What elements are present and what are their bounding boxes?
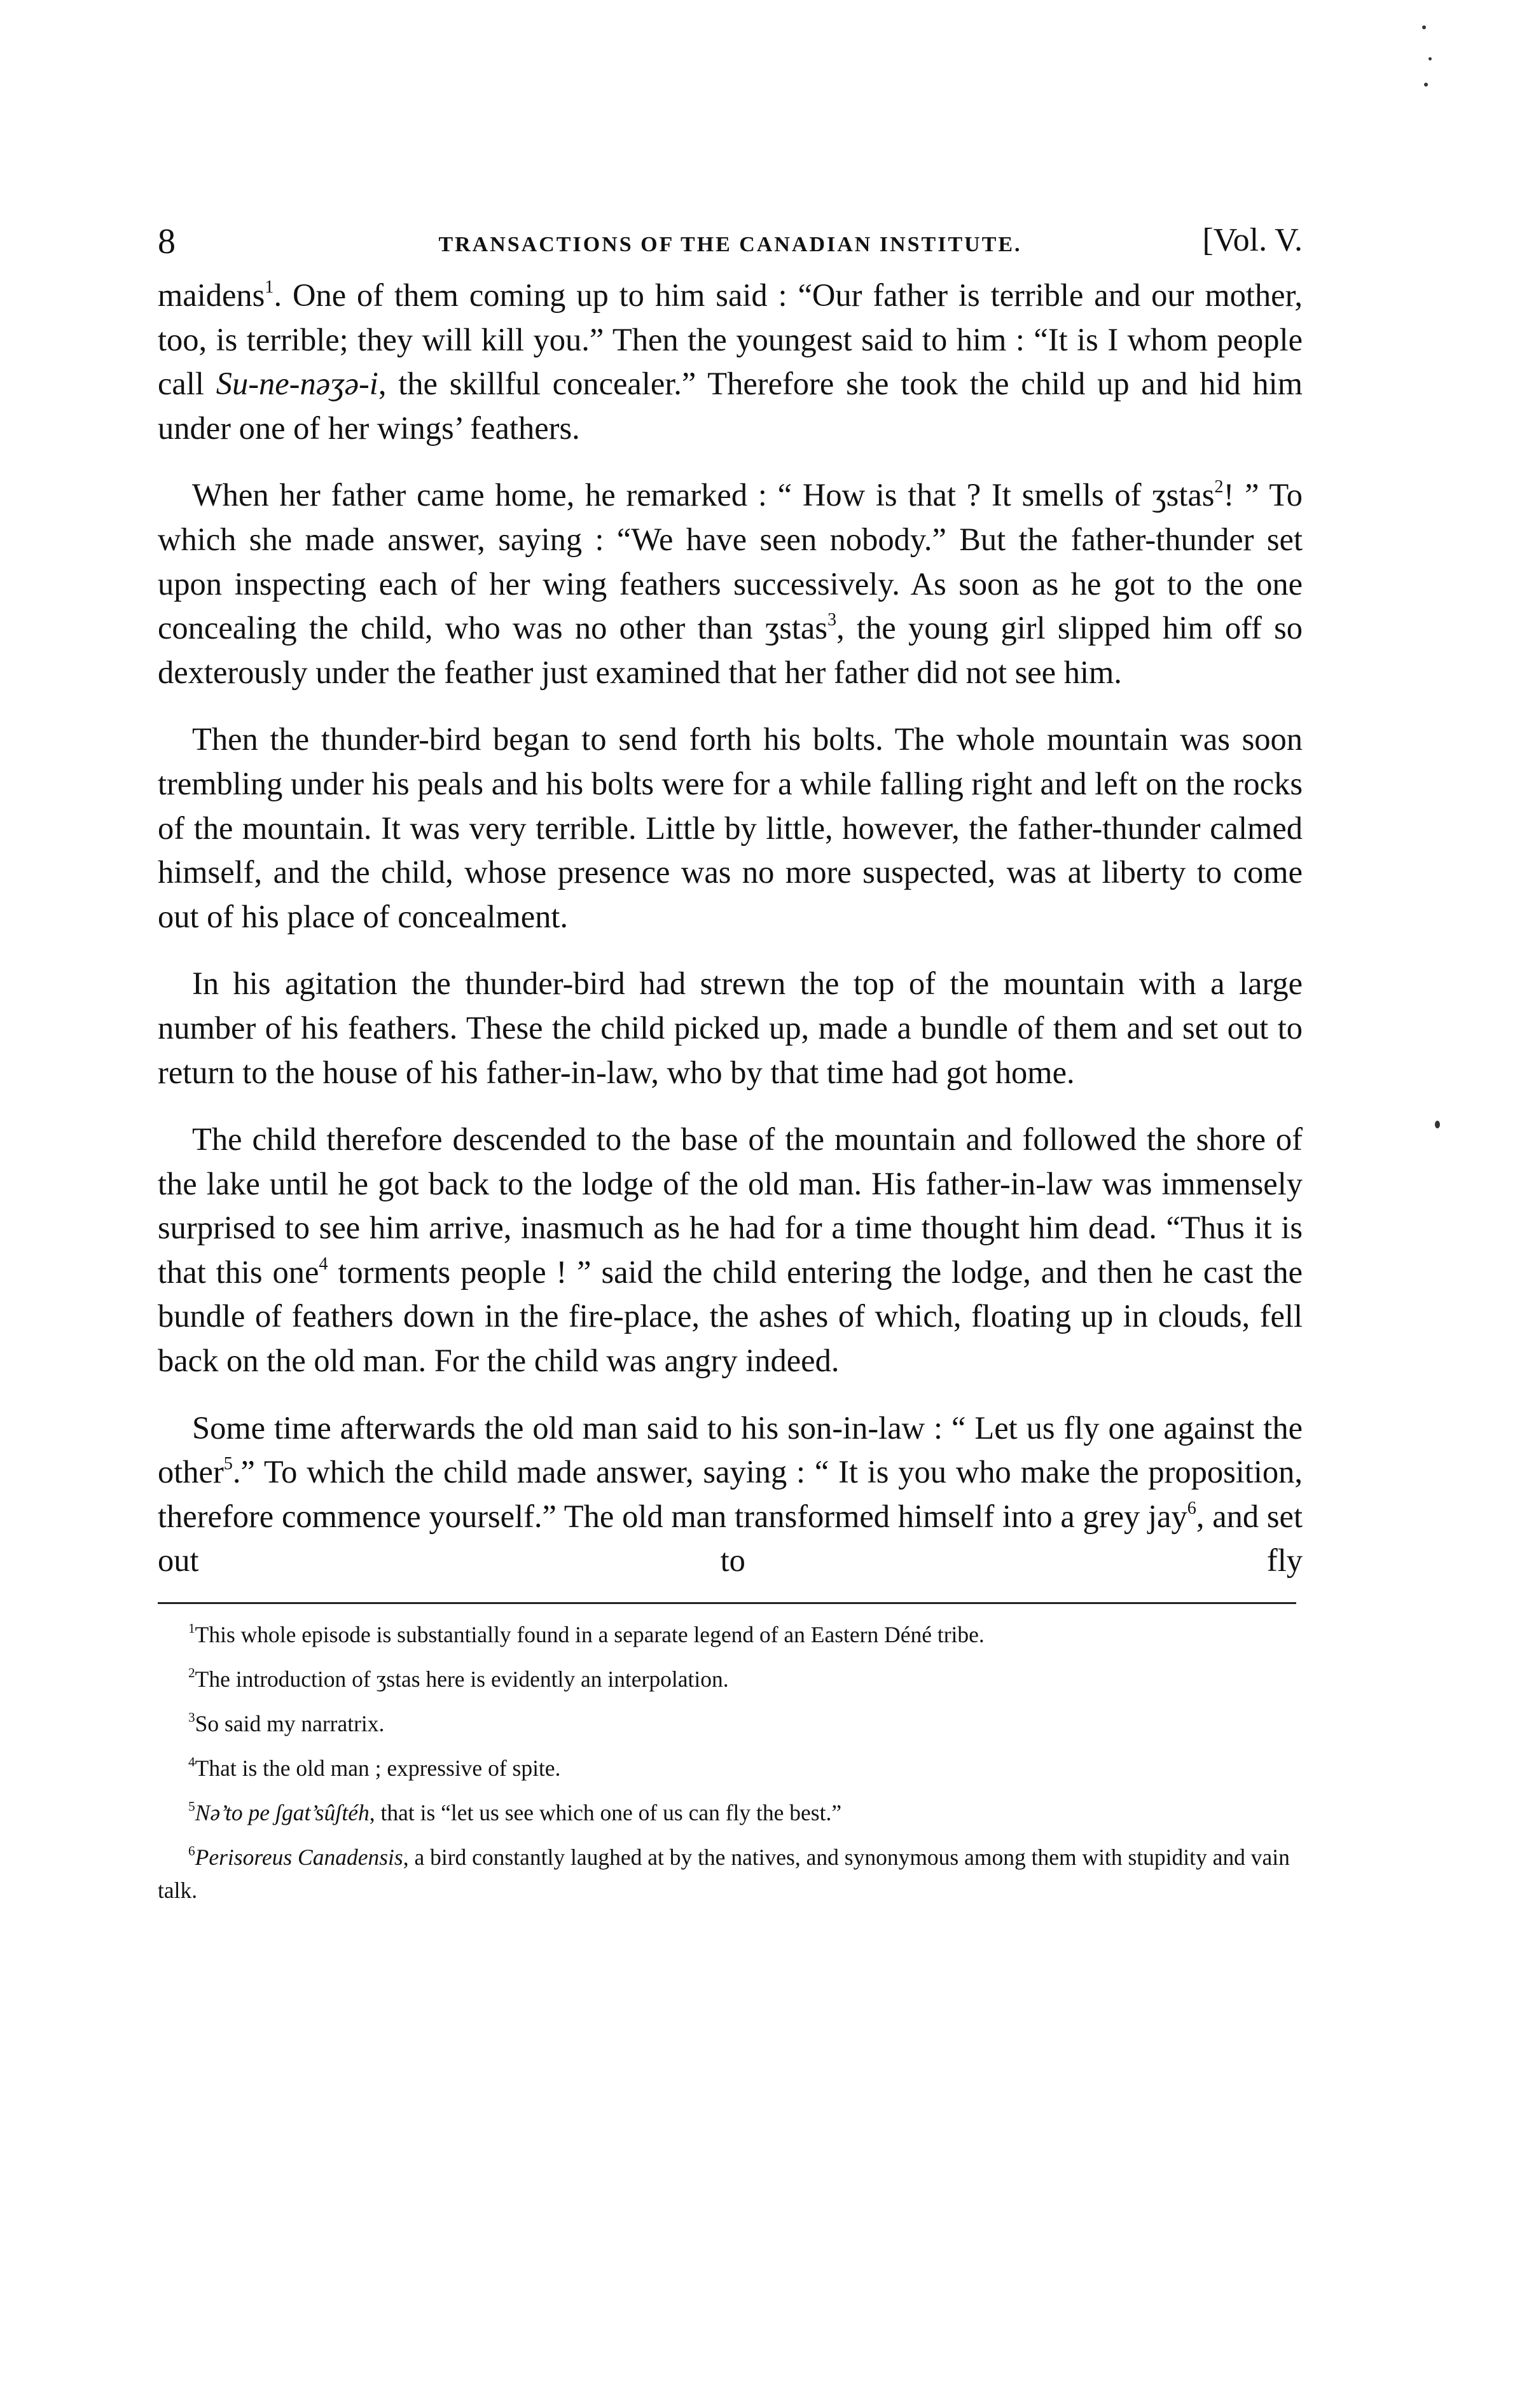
- paragraph: [158, 1406, 1303, 1583]
- footnote-marker: 6: [188, 1843, 195, 1859]
- footnote-reference: 5: [223, 1454, 233, 1474]
- scan-speck: [1424, 83, 1428, 86]
- footnote-marker: 4: [188, 1754, 195, 1770]
- running-head: [158, 216, 1303, 273]
- text-run: , that is “let us see which one of us can fly the best.”: [369, 1800, 842, 1826]
- footnote: [158, 1752, 1303, 1785]
- footnote-reference: 3: [827, 609, 837, 630]
- text-run: , a bird constantly laughed at by the natives, and synonymous among them with stupidity and vain talk.: [158, 1844, 1290, 1904]
- text-run: The child therefore descended to the base of the mountain and followed the shore of the lake until he got back to the lodge of the old man. His father-in-law was immensely surprised to see him arrive, inasmuch as he had for a time thought him dead. “Thus it is that this one: [158, 1121, 1303, 1290]
- footnote-marker: 3: [188, 1710, 195, 1726]
- footnote: [158, 1707, 1303, 1740]
- text-run: .” To which the child made answer, saying : “ It is you who make the proposition, therefore commence yourself.” The old man transformed himself into a grey jay: [158, 1454, 1303, 1534]
- paragraph: [158, 273, 1303, 450]
- text-run: When her father came home, he remarked : “ How is that ? It smells of ʒstas: [192, 477, 1215, 513]
- running-title: TRANSACTIONS OF THE CANADIAN INSTITUTE.: [438, 233, 1022, 256]
- footnote: [158, 1841, 1303, 1907]
- scan-speck: [1422, 25, 1426, 29]
- footnote-reference: 6: [1187, 1498, 1196, 1518]
- text-run: In his agitation the thunder-bird had strewn the top of the mountain with a large number of his feathers. These the child picked up, made a bundle of them and set out to return to the house of his father-in-law, who by that time had got home.: [158, 965, 1303, 1090]
- italic-text: Nə’to pe ʃgat’sûʃtéh: [195, 1800, 370, 1826]
- footnote: [158, 1796, 1303, 1829]
- footnote: [158, 1618, 1303, 1651]
- footnote-reference: 2: [1214, 477, 1224, 497]
- footnote-marker: 5: [188, 1799, 195, 1815]
- text-run: So said my narratrix.: [195, 1711, 385, 1737]
- text-run: torments people ! ” said the child entering the lodge, and then he cast the bundle of feathers down in the fire-place, the ashes of which, floating up in clouds, fell back on the old man. For the child was angry indeed.: [158, 1254, 1303, 1379]
- text-run: Some time afterwards the old man said to his son-in-law : “ Let us fly one against the other: [158, 1409, 1303, 1490]
- paragraph: [158, 717, 1303, 939]
- footnote-rule: [158, 1602, 1296, 1604]
- scan-speck: [1429, 57, 1432, 60]
- text-run: . One of them coming up to him said : “Our father is terrible and our mother, too, is terrible; they will kill you.” Then the youngest said to him : “It is I whom people call: [158, 277, 1303, 402]
- footnote-marker: 2: [188, 1665, 195, 1681]
- page-number: 8: [158, 222, 176, 261]
- footnote-reference: 4: [319, 1254, 328, 1274]
- paragraph: [158, 1118, 1303, 1383]
- paragraph: [158, 962, 1303, 1095]
- italic-text: Su-ne-nəʒə‑i: [216, 366, 378, 402]
- text-run: ! ” To which she made answer, saying : “We have seen nobody.” But the father-thunder set upon inspecting each of her wing feathers successively. As soon as he got to the one concealing the child, who was no other than ʒstas: [158, 477, 1303, 646]
- paragraph: [158, 473, 1303, 695]
- text-run: This whole episode is substantially found in a separate legend of an Eastern Déné tribe.: [195, 1622, 985, 1648]
- footnote-reference: 1: [265, 277, 274, 297]
- text-run: , the young girl slipped him off so dexterously under the feather just examined that her father did not see him.: [158, 610, 1303, 690]
- book-page: [158, 216, 1303, 1918]
- text-run: , the skillful concealer.” Therefore she took the child up and hid him under one of her wings’ feathers.: [158, 366, 1303, 446]
- text-run: , and set out to fly: [158, 1498, 1303, 1579]
- italic-text: Perisoreus Canadensis: [195, 1844, 403, 1871]
- footnote-marker: 1: [188, 1621, 195, 1636]
- footnote: [158, 1663, 1303, 1696]
- footnotes: [158, 1618, 1303, 1907]
- text-run: The introduction of ʒstas here is evidently an interpolation.: [195, 1666, 729, 1692]
- scan-speck: [1435, 1121, 1440, 1128]
- volume-label: [Vol. V.: [1202, 222, 1303, 258]
- text-run: That is the old man ; expressive of spite.: [195, 1755, 561, 1782]
- body-text: [158, 273, 1303, 1583]
- text-run: maidens: [158, 277, 265, 313]
- text-run: Then the thunder-bird began to send forth his bolts. The whole mountain was soon trembling under his peals and his bolts were for a while falling right and left on the rocks of the mountain. It was very terrible. Little by little, however, the father-thunder calmed himself, and the child, whose presence was no more suspected, was at liberty to come out of his place of concealment.: [158, 721, 1303, 934]
